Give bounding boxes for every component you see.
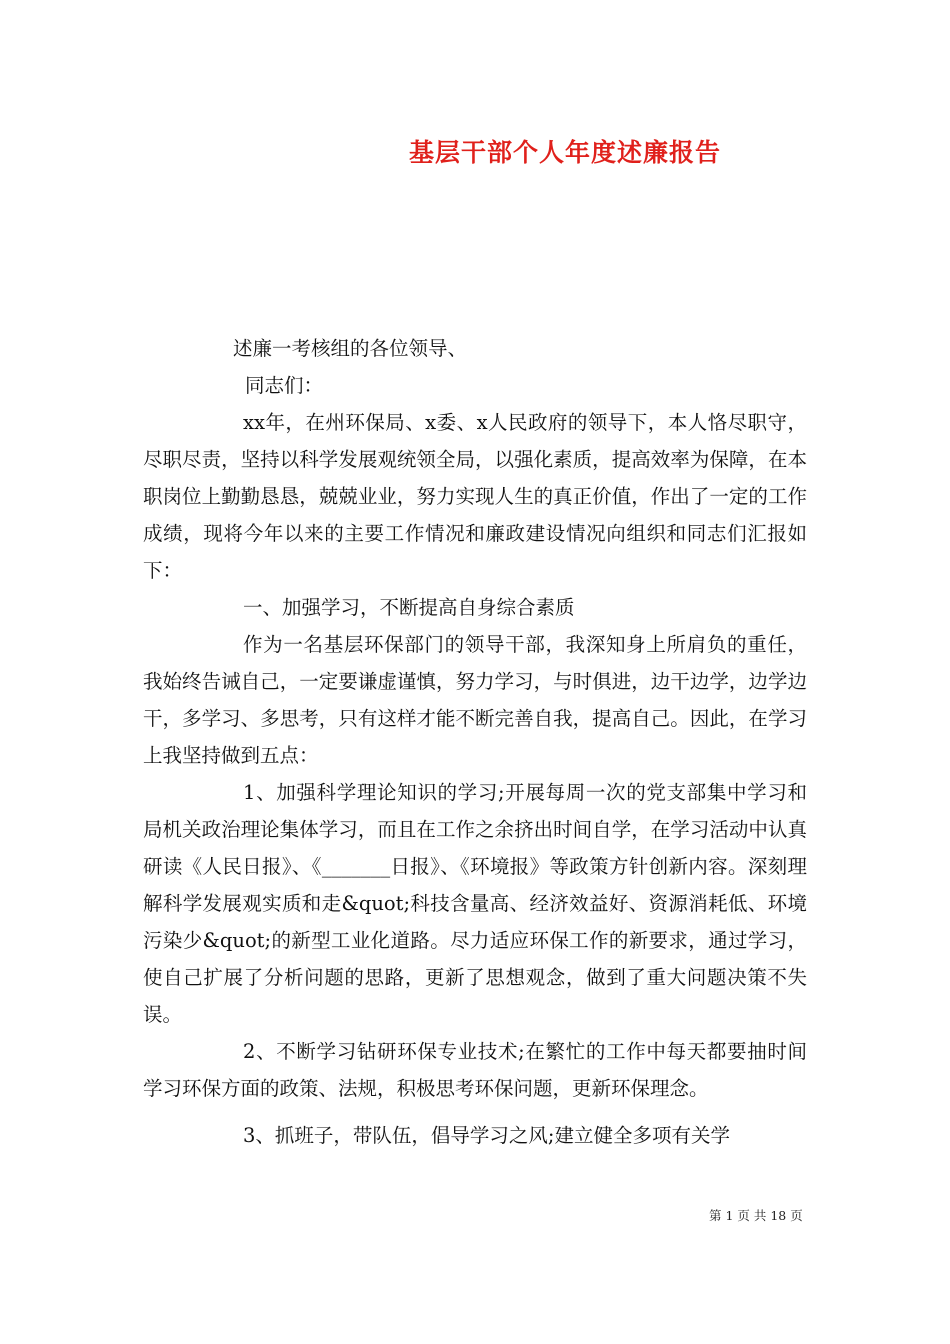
paragraph-intro: xx年，在州环保局、x委、x人民政府的领导下，本人恪尽职守，尽职尽责，坚持以科学发展观统领全局，以强化素质，提高效率为保障，在本职岗位上勤勤恳恳，兢兢业业，努力实现人生的真正价值，作出了一定的工作成绩，现将今年以来的主要工作情况和廉政建设情况向组织和同志们汇报如下： bbox=[143, 411, 807, 582]
paragraph-item-3: 3、抓班子，带队伍，倡导学习之风;建立健全多项有关学 bbox=[243, 1124, 730, 1147]
paragraph-item-1: 1、加强科学理论知识的学习;开展每周一次的党支部集中学习和局机关政治理论集体学习，而且在工作之余挤出时间自学，在学习活动中认真研读《人民日报》、《_______日报》、《环境报》等政策方针创新内容。深刻理解科学发展观实质和走&quot;科技含量高、经济效益好、资源消耗低、环境污染少&quot;的新型工业化道路。尽力适应环保工作的新要求，通过学习，使自己扩展了分析问题的思路，更新了思想观念，做到了重大问题决策不失误。 bbox=[143, 781, 807, 1026]
section-heading-1: 一、加强学习，不断提高自身综合素质 bbox=[243, 596, 575, 619]
paragraph-item-2: 2、不断学习钻研环保专业技术;在繁忙的工作中每天都要抽时间学习环保方面的政策、法规，积极思考环保问题，更新环保理念。 bbox=[143, 1040, 807, 1100]
salutation-line-2: 同志们： bbox=[245, 374, 324, 397]
salutation-line-1: 述廉一考核组的各位领导、 bbox=[233, 337, 468, 360]
document-title: 基层干部个人年度述廉报告 bbox=[408, 138, 721, 167]
paragraph-section-1: 作为一名基层环保部门的领导干部，我深知身上所肩负的重任，我始终告诫自己，一定要谦虚谨慎，努力学习，与时俱进，边干边学，边学边干，多学习、多思考，只有这样才能不断完善自我，提高自己。因此，在学习上我坚持做到五点： bbox=[143, 633, 807, 767]
page-number: 第 1 页 共 18 页 bbox=[709, 1208, 803, 1223]
document-body bbox=[143, 330, 807, 1154]
